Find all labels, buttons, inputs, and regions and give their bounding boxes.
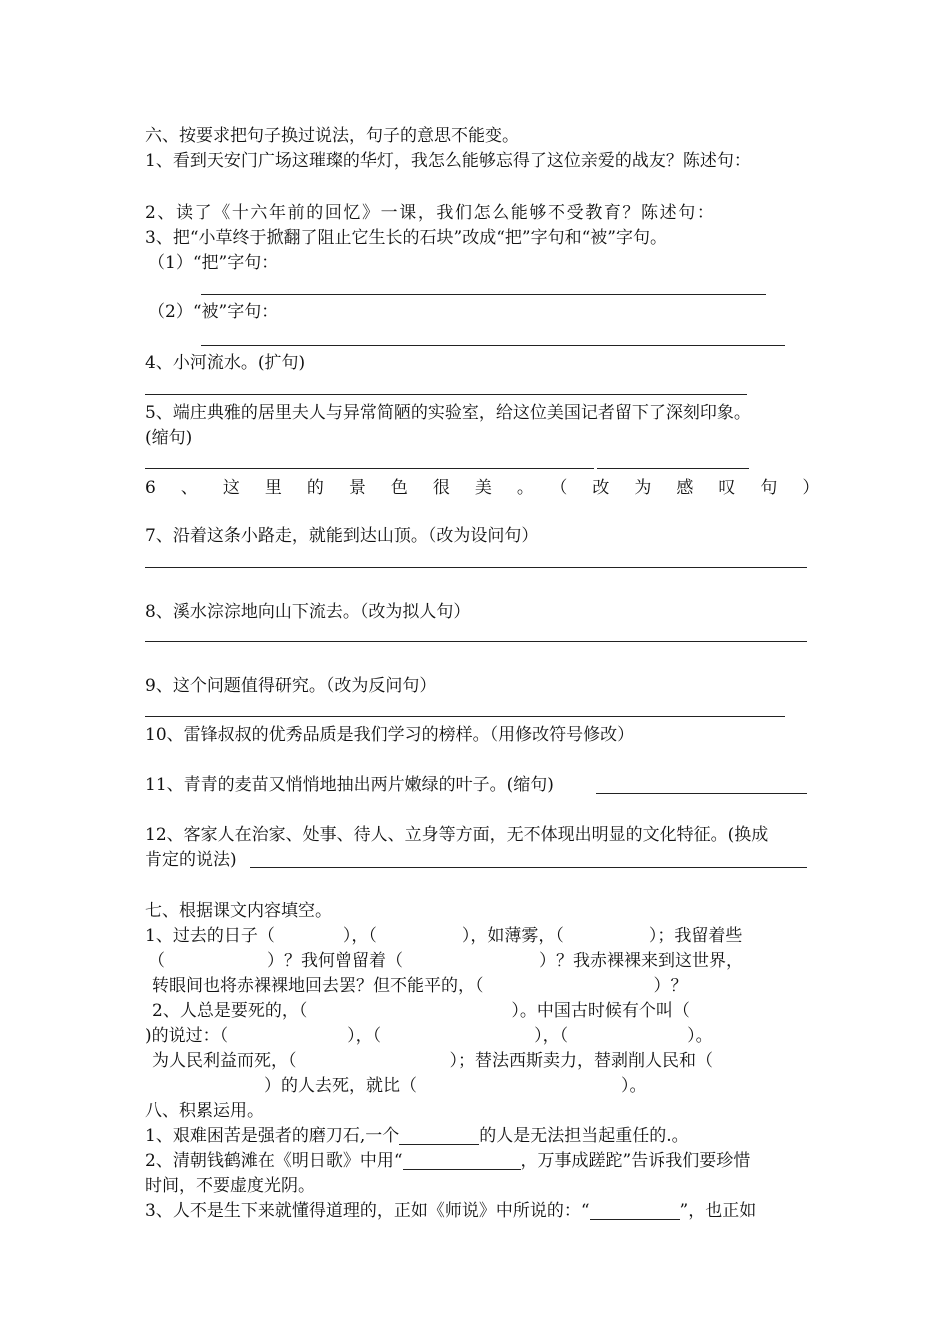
question-6-9: 9、这个问题值得研究。（改为反问句） <box>145 676 437 696</box>
answer-line[interactable] <box>201 345 785 346</box>
question-6-7: 7、沿着这条小路走，就能到达山顶。（改为设问句） <box>145 526 539 546</box>
question-8-2-cont: 时间，不要虚度光阴。 <box>145 1176 315 1196</box>
fill-7-1: 1、过去的日子（ ），（ ），如薄雾，（ ）；我留着些 <box>145 926 743 946</box>
fill-7-1-cont: （ ）？我何曾留着（ ）？我赤裸裸来到这世界， <box>148 951 743 971</box>
question-6-6: 6、这里的景色很美。（改为感叹句） <box>145 478 845 498</box>
answer-line[interactable] <box>597 468 749 469</box>
question-6-1: 1、看到天安门广场这璀璨的华灯，我怎么能够忘得了这位亲爱的战友？陈述句： <box>145 151 751 171</box>
section-7-title: 七、根据课文内容填空。 <box>145 901 332 921</box>
answer-blank[interactable] <box>403 1151 521 1170</box>
answer-line[interactable] <box>596 793 807 794</box>
question-8-2 <box>145 1149 750 1173</box>
question-8-2-text: 2、清朝钱鹤滩在《明日歌》中用“ <box>145 1151 403 1171</box>
answer-line[interactable] <box>145 394 747 395</box>
question-6-8: 8、溪水淙淙地向山下流去。（改为拟人句） <box>145 602 471 622</box>
question-8-1-text-end: 的人是无法担当起重任的.。 <box>479 1126 689 1146</box>
question-6-12: 12、客家人在治家、处事、待人、立身等方面，无不体现出明显的文化特征。(换成 <box>145 825 769 845</box>
fill-7-2-end: ）的人去死，就比（ ）。 <box>145 1076 647 1096</box>
question-6-5-cont: (缩句) <box>145 428 193 448</box>
answer-line[interactable] <box>250 867 807 868</box>
question-6-11: 11、青青的麦苗又悄悄地抽出两片嫩绿的叶子。(缩句) <box>145 775 554 795</box>
section-8-title: 八、积累运用。 <box>145 1101 264 1121</box>
question-6-5: 5、端庄典雅的居里夫人与异常简陋的实验室，给这位美国记者留下了深刻印象。 <box>145 403 751 423</box>
answer-blank[interactable] <box>590 1201 680 1220</box>
fill-7-2-line3: 为人民利益而死，（ ）；替法西斯卖力，替剥削人民和（ <box>152 1051 713 1071</box>
question-6-3: 3、把“小草终于掀翻了阻止它生长的石块”改成“把”字句和“被”字句。 <box>145 228 667 248</box>
question-6-4: 4、小河流水。(扩句) <box>145 353 306 373</box>
question-8-2-text-end: ，万事成蹉跎”告诉我们要珍惜 <box>520 1151 751 1171</box>
question-8-1-text: 1、艰难困苦是强者的磨刀石,一个 <box>145 1126 400 1146</box>
answer-line[interactable] <box>201 294 766 295</box>
question-8-3-text-end: ”，也正如 <box>679 1201 757 1221</box>
question-6-3-ba: （1）“把”字句： <box>148 253 279 273</box>
question-6-3-bei: （2）“被”字句： <box>148 302 279 322</box>
answer-line[interactable] <box>145 716 785 717</box>
question-8-3-text: 3、人不是生下来就懂得道理的，正如《师说》中所说的：“ <box>145 1201 590 1221</box>
question-8-1 <box>145 1124 689 1148</box>
answer-blank[interactable] <box>399 1126 479 1145</box>
fill-7-2-cont: )的说过：（ ），（ ），（ ）。 <box>145 1026 713 1046</box>
section-6-title: 六、按要求把句子换过说法，句子的意思不能变。 <box>145 126 519 146</box>
question-6-10: 10、雷锋叔叔的优秀品质是我们学习的榜样。（用修改符号修改） <box>145 725 635 745</box>
fill-7-1-end: 转眼间也将赤裸裸地回去罢？但不能平的，（ ）？ <box>152 976 688 996</box>
answer-line[interactable] <box>145 641 807 642</box>
question-8-3 <box>145 1199 756 1223</box>
question-6-12-cont: 肯定的说法) <box>145 850 237 870</box>
question-6-2: 2、读了《十六年前的回忆》一课，我们怎么能够不受教育？陈述句： <box>145 203 716 223</box>
answer-line[interactable] <box>145 567 807 568</box>
answer-line[interactable] <box>145 468 594 469</box>
fill-7-2: 2、人总是要死的，（ ）。中国古时候有个叫（ <box>152 1001 690 1021</box>
